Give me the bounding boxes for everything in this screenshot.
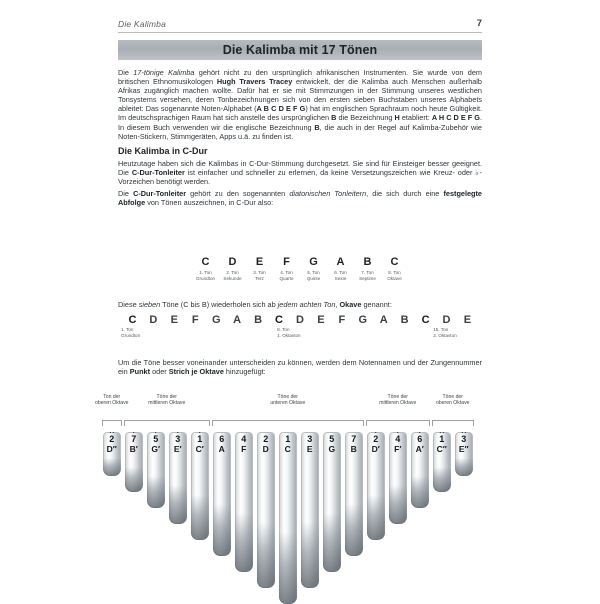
octave-note: C [421,314,430,326]
octave-note: E [170,314,179,326]
octave-group-line1: Ton der [103,394,121,400]
scale-note: B [363,256,372,268]
body-text-block-3 [118,358,482,379]
tine-note-name: A′ [415,443,424,454]
octave-note-cell [394,314,415,327]
octave-dot-marker [440,432,444,433]
tine-note-name: C [284,443,291,454]
octave-note-cell [248,314,269,327]
tine-shadow [389,485,407,524]
kalimba-tine[interactable] [411,432,429,508]
term-b-2: B [314,122,320,132]
octave-note: D [149,314,158,326]
octave-note-cell [185,314,206,327]
paragraph-cdur-2: Die C-Dur-Tonleiter gehört zu den sogenannten diatonischen Tonleitern, die sich durch eine festgelegte Abfolge von Tönen auszeichnen, in C-Dur also: [118,189,482,208]
octave-note-cell [373,314,394,327]
tine-label [455,435,473,454]
tine-number: 4 [241,434,247,444]
octave-marker [121,327,140,338]
tine-label [389,435,407,454]
octave-note: C [275,314,283,326]
octave-note-cell [290,314,311,327]
octave-note: C [128,314,137,326]
kalimba-tine[interactable] [433,432,451,492]
tine-note-name: D′ [371,443,380,454]
tine-shadow [191,495,209,540]
term-punkt: Punkt [129,367,151,377]
kalimba-diagram [0,392,600,600]
octave-dot-marker [419,432,421,433]
term-note-alphabet-en: A B C D E F G [256,104,306,114]
tine-number: 2 [373,435,378,445]
kalimba-tine[interactable] [125,432,143,492]
kalimba-tine[interactable] [213,432,231,556]
octave-dot-marker [397,432,399,433]
octave-note-cell [206,314,227,327]
octave-group-line2: mittleren Oktave [148,400,186,407]
scale-degree-name: Oktave [387,276,402,281]
octave-note-cell [436,314,457,327]
octave-note: F [338,314,346,326]
scale-degree: 6. Ton [334,270,347,275]
tine-note-name: F′ [394,443,402,454]
chapter-title: Die Kalimba mit 17 Tönen [222,43,378,57]
tine-label [103,435,121,454]
tine-number: 2 [109,435,114,445]
tine-shadow [301,522,319,588]
octave-marker-name: 1. Oktavton [277,332,301,338]
tine-shadow [125,467,143,492]
tine-number: 3 [307,434,313,444]
scale-note: A [336,256,345,268]
kalimba-tine[interactable] [279,432,297,604]
octave-note-cell [331,314,352,327]
octave-note: D [295,314,304,326]
octave-group-label [122,394,212,407]
term-achten-ton: jedem achten Ton [277,300,336,309]
kalimba-tine[interactable] [169,432,187,524]
tine-shadow [213,504,231,556]
octave-note-cell [310,314,331,327]
tine-label [301,435,319,454]
term-b: B [331,113,337,123]
term-abfolge: festgelegte Abfolge [118,189,482,208]
body-text-block-1 [118,68,482,210]
term-17-tonige: 17-tönige Kalimba [133,68,195,77]
term-sieben: sieben [138,300,161,309]
tine-note-name: D″ [106,443,117,454]
tine-shadow [279,532,297,604]
scale-degree: 5. Ton [307,270,320,275]
scale-cell [381,256,408,282]
octave-note-cell [164,314,185,327]
section-heading-cdur: Die Kalimba in C-Dur [118,145,208,156]
tine-note-name: E [306,443,313,454]
paragraph-cdur-1: Heutzutage haben sich die Kalimbas in C-Dur-Stimmung durchgesetzt. Sie sind für Einsteiger besser geeignet. Die C-Dur-Tonleiter ist einfacher und schneller zu erlernen, da keine Versetzungszeichen wie Kreuz- oder ♭-Vorzeichen benötigt werden. [118,158,482,186]
octave-note: F [191,314,199,326]
term-strich: Strich je Oktave [168,367,224,377]
scale-cell [273,256,300,282]
kalimba-tine[interactable] [235,432,253,572]
octave-note: D [442,314,451,326]
tine-note-name: C″ [436,443,447,454]
tine-label [279,435,297,454]
octave-group-label [408,394,498,407]
octave-note-cell [352,314,373,327]
scale-cell [246,256,273,282]
octave-note: E [463,314,472,326]
paragraph-intro: Die 17-tönige Kalimba gehört nicht zu den ursprünglich afrikanischen Instrumenten. Sie wurde von dem britischen Ethnomusikologen Hugh Travers Tracey entwickelt, der die Kalimba auch Menschen außerhalb Afrikas zugänglich machen wollte. Dafür hat er sie mit Stimmzungen in der Stimmung unseres westlichen Tonsystems versehen, deren Tonbezeichnungen sich von den ersten sieben Buchstaben unseres Alphabets ableitet: Das sogenannte Noten-Alphabet (A B C D E F G) hat im englischen Sprachraum noch heute Gültigkeit. Im deutschsprachigen Raum hat sich anstelle des ursprünglichen B die Bezeichnung H etabliert: A H C D E F G. In diesem Buch verwenden wir die englische Bezeichnung B, die auch in der Regel auf Kalimba-Zubehör wie Noten-Stickern, Stimmgeräten, Apps u.ä. zu finden ist. [118,68,483,141]
term-diatonisch: diatonischen Tonleitern [289,189,367,199]
octave-dot-marker [462,432,466,433]
tine-shadow [323,513,341,572]
scale-table-cmajor [192,256,408,282]
tine-number: 7 [131,435,136,445]
tine-shadow [103,458,121,476]
octave-note-cell [269,314,290,327]
octave-group-bracket [432,420,475,426]
tine-number: 3 [461,435,466,445]
octave-group-line1: Töne der [442,394,463,400]
tine-note-name: E″ [458,443,469,454]
octave-note: G [358,314,368,326]
scale-degree: 8. Ton [388,270,401,275]
scale-degree-name: Sekunde [223,276,242,281]
octave-dot-marker [177,432,179,433]
tine-note-name: G′ [151,443,161,454]
tine-number: 5 [153,435,158,445]
tine-note-name: B′ [129,443,138,454]
term-note-alphabet-de: A H C D E F G [431,113,480,123]
octave-marker-degree: 1. Ton [121,327,134,332]
term-cdur-tonleiter: C-Dur-Tonleiter [131,167,185,177]
tine-number: 7 [351,434,357,444]
octave-group-line1: Töne der [277,394,298,400]
octave-group-bracket [212,420,365,426]
octave-group-line2: unteren Oktave [270,400,306,407]
octave-note: G [211,314,221,326]
kalimba-tine[interactable] [191,432,209,540]
tine-label [147,435,165,454]
octave-note-cell [457,314,478,327]
octave-marker-degree: 15. Ton [433,327,449,332]
octave-dot-marker [110,432,114,433]
tine-note-name: G [328,443,336,454]
scale-cell [219,256,246,282]
term-cdur-tonleiter-2: C-Dur-Tonleiter [133,189,187,199]
tine-shadow [345,504,363,556]
tine-number: 1 [285,434,291,444]
octave-note: E [317,314,325,326]
tine-number: 6 [417,435,422,445]
octave-note-cell [143,314,164,327]
tine-shadow [411,476,429,508]
scale-degree-name: Quarte [279,276,294,281]
scale-cell [300,256,327,282]
octave-marker-degree: 8. Ton [277,327,290,332]
octave-marker-name: Grundton [121,332,141,338]
running-head-title: Die Kalimba [118,19,167,29]
kalimba-tine[interactable] [103,432,121,476]
page-number: 7 [476,18,482,29]
paragraph-punkt-strich: Um die Töne besser voneinander unterscheiden zu können, werden dem Notennamen und der Zungennummer ein Punkt oder Strich je Oktave hinzugefügt: [118,358,482,377]
paragraph-octave: Diese sieben Töne (C bis B) wiederholen sich ab jedem achten Ton, Okave genannt: [118,300,392,309]
term-h: H [394,113,400,123]
kalimba-tine[interactable] [147,432,165,508]
octave-group-bracket [366,420,431,426]
kalimba-tine[interactable] [345,432,363,556]
tine-label [323,435,341,454]
term-oktave: Okave [339,300,362,309]
body-text-block-2 [118,300,482,312]
tine-number: 6 [219,434,225,444]
tine-label [191,435,209,454]
tine-number: 3 [175,435,180,445]
octave-group-bracket [102,420,123,426]
scale-degree: 2. Ton [226,270,239,275]
tine-label [257,435,275,454]
tine-label [367,435,385,454]
octave-note: A [379,314,388,326]
scale-degree-name: Sexte [334,276,347,281]
tine-label [411,435,429,454]
chapter-banner [118,40,482,60]
scale-degree-name: Grundton [195,276,216,281]
octave-group-line2: oberen Oktave [95,400,129,407]
tine-number: 2 [263,434,269,444]
tine-label [433,435,451,454]
octave-row [122,314,478,343]
tine-note-name: E′ [173,443,182,454]
tine-number: 5 [329,434,335,444]
tine-shadow [235,513,253,572]
octave-marker [433,327,457,338]
tine-label [169,435,187,454]
octave-note-cell [122,314,143,327]
tine-note-name: A [218,443,225,454]
octave-group-bracket [124,420,211,426]
scale-degree-name: Terz [255,276,264,281]
octave-marker [277,327,301,338]
running-head [118,18,482,33]
tine-label [213,435,231,454]
scale-note: C [390,256,399,268]
octave-group-line1: Töne der [387,394,408,400]
tine-shadow [257,522,275,588]
scale-cell [192,256,219,282]
scale-degree: 3. Ton [253,270,266,275]
scale-cell [354,256,381,282]
scale-degree-name: Septime [359,276,376,281]
tine-label [125,435,143,454]
tine-note-name: C′ [195,443,204,454]
tine-label [235,435,253,454]
tine-shadow [433,467,451,492]
tine-shadow [455,458,473,476]
octave-note: A [233,314,242,326]
tine-number: 1 [197,435,202,445]
scale-note: G [309,256,318,268]
tine-label [345,435,363,454]
tine-number: 1 [439,435,444,445]
kalimba-tine[interactable] [257,432,275,588]
tine-shadow [169,485,187,524]
tine-note-name: B [350,443,357,454]
scale-note: F [283,256,290,268]
octave-note: B [254,314,263,326]
scale-note: C [201,256,210,268]
kalimba-tine[interactable] [367,432,385,540]
scale-degree: 4. Ton [280,270,293,275]
tine-shadow [147,476,165,508]
scale-degree: 7. Ton [361,270,374,275]
tine-note-name: D [262,443,269,454]
octave-group-line1: Töne der [156,394,177,400]
octave-note-cell [227,314,248,327]
octave-group-line2: oberen Oktave [436,400,470,407]
tine-note-name: F [241,443,247,454]
octave-note-cell [415,314,436,327]
octave-note: B [400,314,409,326]
octave-dot-marker [133,432,135,433]
scale-note: E [255,256,264,268]
octave-group-line2: mittleren Oktave [379,400,417,407]
kalimba-tine[interactable] [301,432,319,588]
tine-shadow [367,495,385,540]
kalimba-tine[interactable] [455,432,473,476]
kalimba-tine[interactable] [389,432,407,524]
tine-number: 4 [395,435,400,445]
scale-cell [327,256,354,282]
octave-marker-name: 2. Oktavton [433,332,457,338]
octave-dot-marker [199,432,201,433]
term-tracey: Hugh Travers Tracey [216,77,293,87]
octave-dot-marker [375,432,377,433]
scale-degree: 1. Ton [199,270,212,275]
octave-group-label [243,394,333,407]
scale-degree-name: Quinte [306,276,321,281]
scale-note: D [228,256,237,268]
kalimba-tine[interactable] [323,432,341,572]
octave-dot-marker [155,432,157,433]
